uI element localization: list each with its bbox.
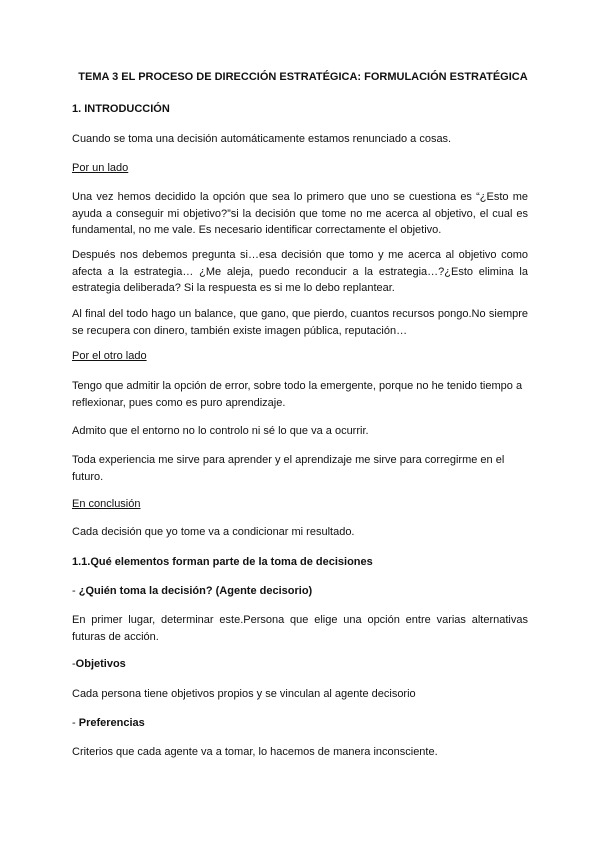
paragraph-despues: Después nos debemos pregunta si…esa decisión que tomo y me acerca al objetivo como afecta a la estrategia… ¿Me aleja, puedo reconducir a la estrategia…?¿Esto elimina la estrategia deliberada? Si la respuesta es si me lo debo replantear. (72, 249, 528, 294)
subheading-agente-text: ¿Quién toma la decisión? (Agente decisorio) (78, 585, 313, 597)
paragraph-criterios: Criterios que cada agente va a tomar, lo hacemos de manera inconsciente. (72, 746, 438, 758)
intro-paragraph: Cuando se toma una decisión automáticamente estamos renunciado a cosas. (72, 133, 452, 145)
subheading-objetivos-prefix: - (72, 658, 76, 670)
subheading-objetivos-text: Objetivos (75, 658, 126, 670)
subheading-preferencias-text: Preferencias (78, 717, 145, 729)
document-title: TEMA 3 EL PROCESO DE DIRECCIÓN ESTRATÉGICA: FORMULACIÓN ESTRATÉGICA (78, 71, 528, 83)
paragraph-cada-persona: Cada persona tiene objetivos propios y se vinculan al agente decisorio (72, 688, 416, 700)
paragraph-toda: Toda experiencia me sirve para aprender y el aprendizaje me sirve para corregirme en el futuro. (72, 454, 505, 483)
subheading-preferencias (72, 715, 528, 732)
subheading-en-conclusion-text: En conclusión (72, 498, 141, 510)
paragraph-cada-decision: Cada decisión que yo tome va a condicionar mi resultado. (72, 526, 355, 538)
subheading-por-el-otro-lado (72, 348, 528, 365)
subheading-en-conclusion (72, 496, 528, 513)
subheading-por-un-lado (72, 160, 528, 177)
paragraph-tengo: Tengo que admitir la opción de error, sobre todo la emergente, porque no he tenido tiempo a reflexionar, pues como es puro aprendizaje. (72, 380, 523, 409)
subheading-agente-prefix: - (72, 585, 79, 597)
paragraph-al-final: Al final del todo hago un balance, que gano, que pierdo, cuantos recursos pongo.No siempre se recupera con dinero, también existe imagen pública, reputación… (72, 308, 528, 337)
subheading-por-el-otro-lado-text: Por el otro lado (72, 350, 147, 362)
section-heading-elementos: 1.1.Qué elementos forman parte de la toma de decisiones (72, 556, 373, 568)
section-heading-introduccion: 1. INTRODUCCIÓN (72, 103, 170, 115)
paragraph-en-primer: En primer lugar, determinar este.Persona que elige una opción entre varias alternativas futuras de acción. (72, 614, 528, 643)
subheading-por-un-lado-text: Por un lado (72, 162, 129, 174)
paragraph-una-vez: Una vez hemos decidido la opción que sea lo primero que uno se cuestiona es “¿Esto me ayuda a conseguir mi objetivo?”si la decisión que tome no me acerca al objetivo, el cual es fundamental, no me vale. Es necesario identificar correctamente el objetivo. (72, 191, 528, 236)
subheading-agente (72, 583, 528, 600)
subheading-preferencias-prefix: - (72, 717, 79, 729)
paragraph-admito: Admito que el entorno no lo controlo ni sé lo que va a ocurrir. (72, 425, 369, 437)
subheading-objetivos (72, 656, 528, 673)
